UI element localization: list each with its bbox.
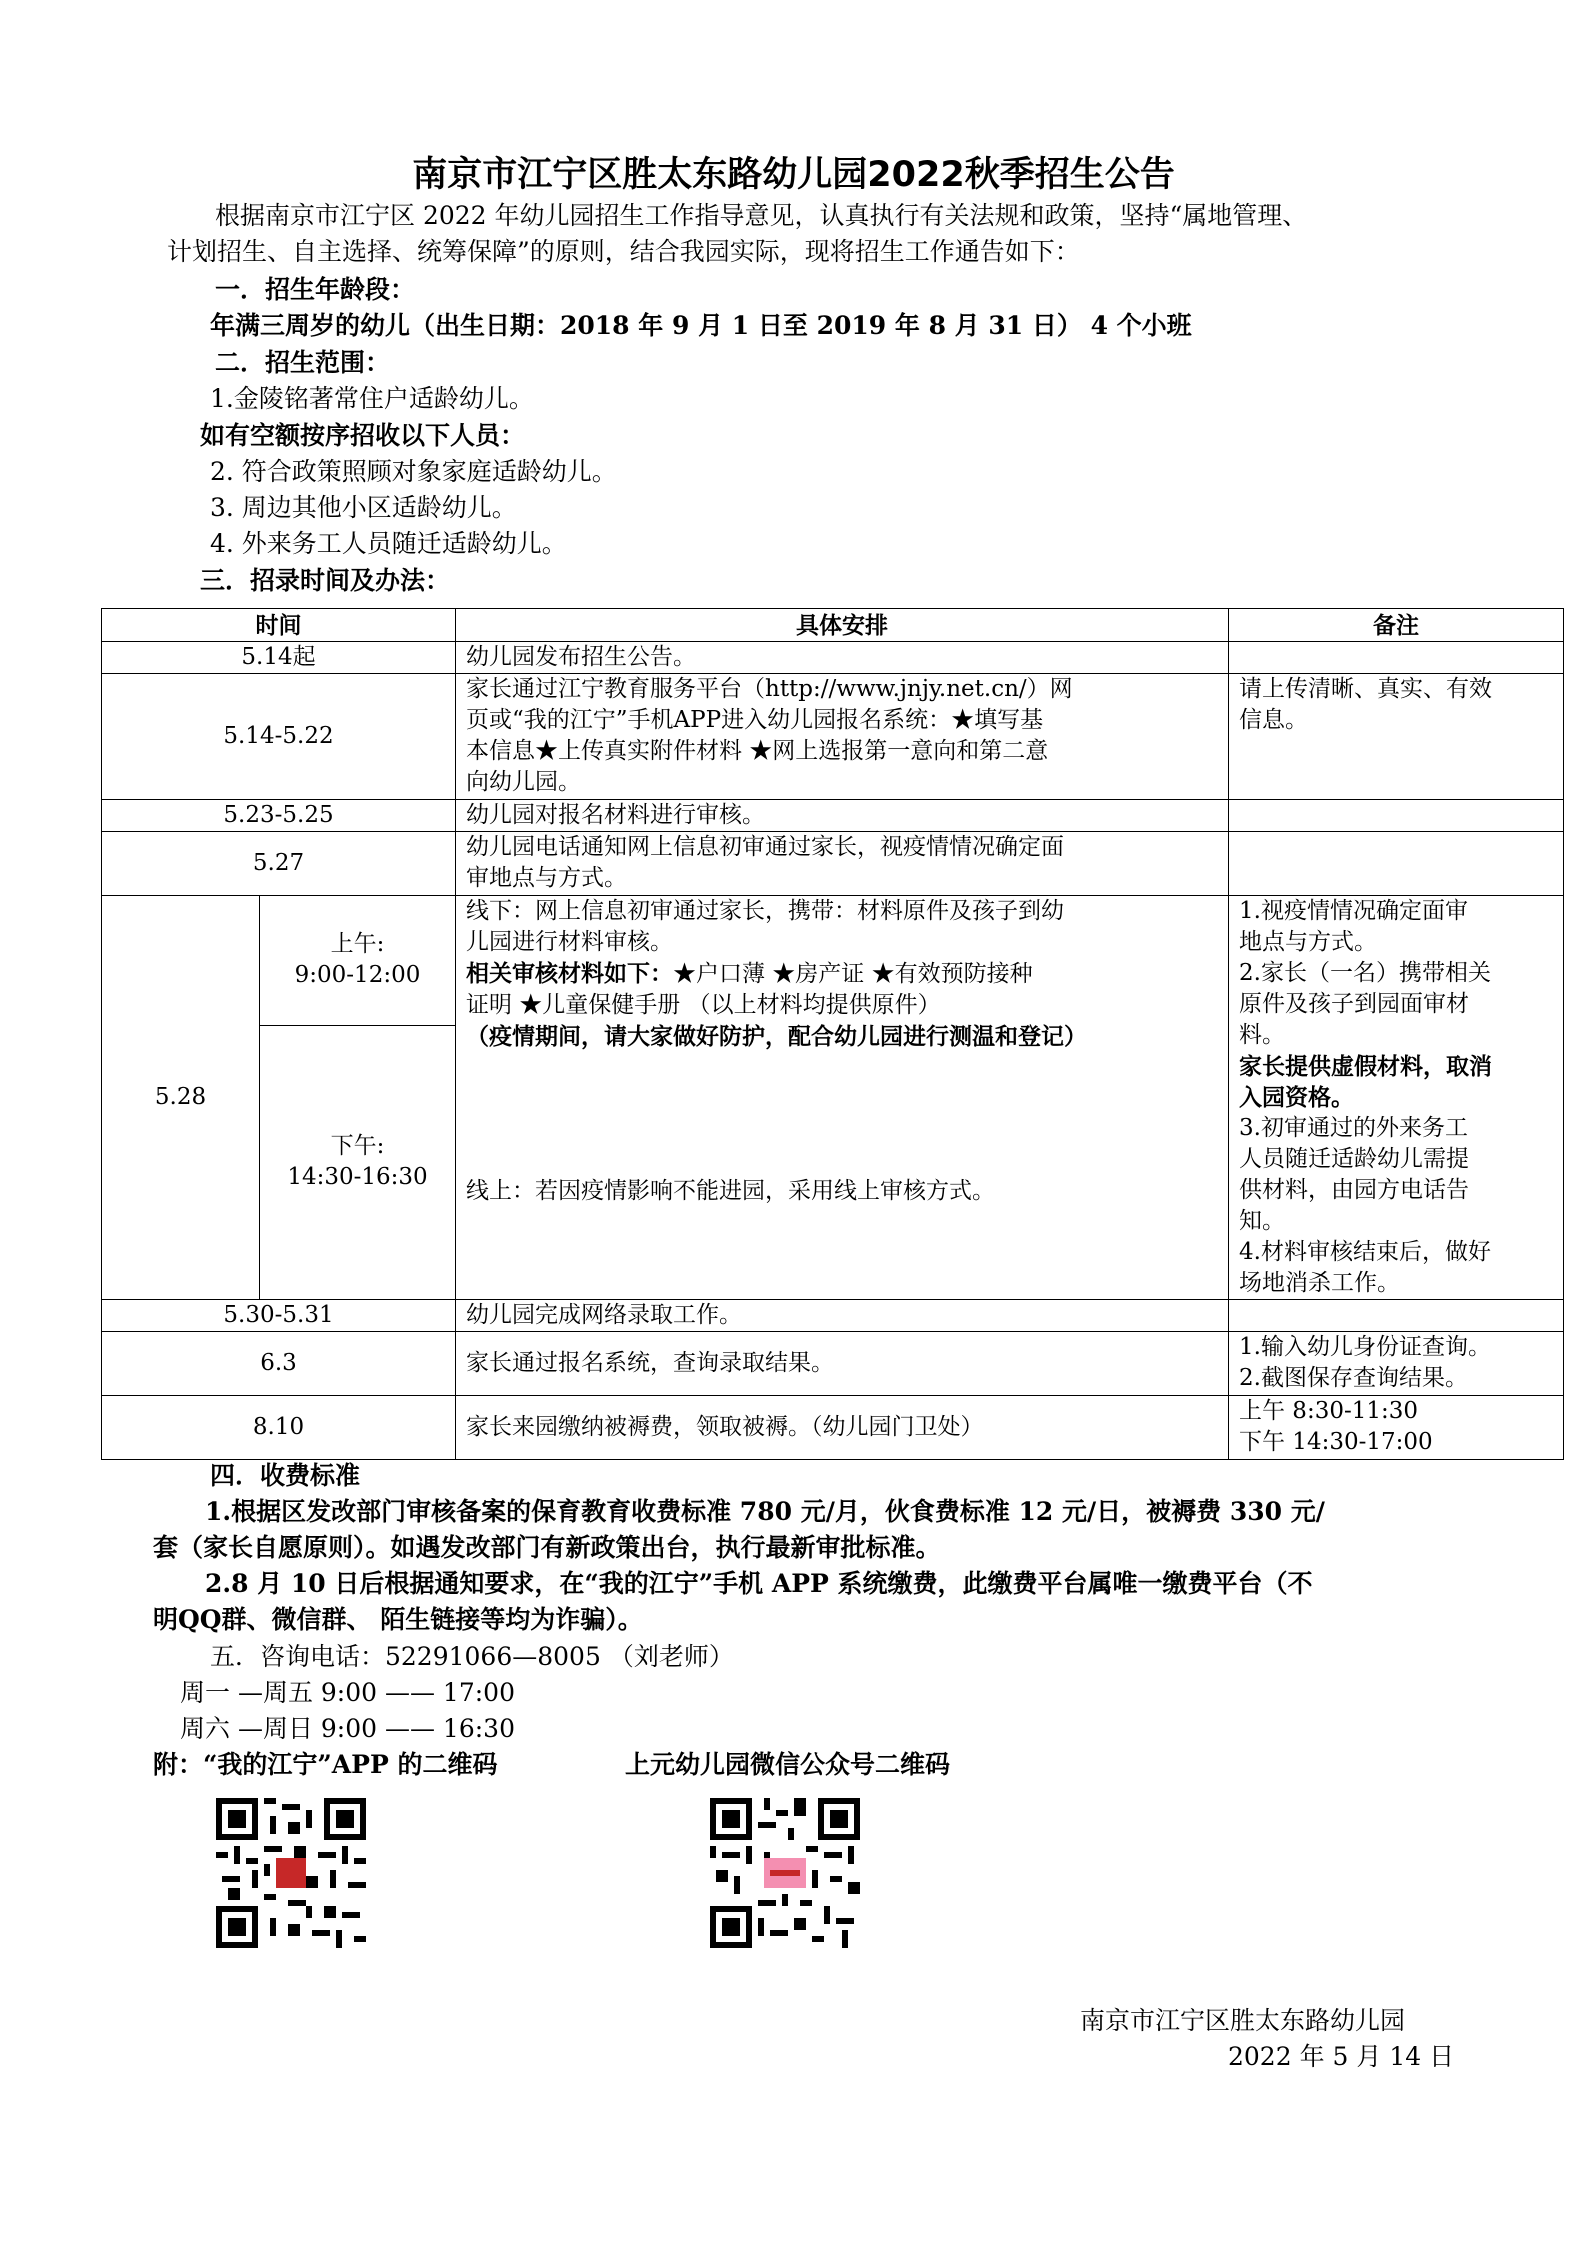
morning-slot bbox=[260, 896, 456, 1026]
row-time: 5.14起 bbox=[102, 642, 456, 674]
epidemic-note: （疫情期间，请大家做好防护，配合幼儿园进行测温和登记） bbox=[466, 1023, 1087, 1050]
afternoon-label: 下午: bbox=[330, 1133, 385, 1160]
section2-item-3: 3. 周边其他小区适龄幼儿。 bbox=[210, 493, 517, 522]
header-plan: 具体安排 bbox=[456, 609, 1229, 642]
note-line: 供材料，由园方电话告 bbox=[1239, 1177, 1469, 1203]
note-line: 地点与方式。 bbox=[1239, 929, 1377, 955]
row-plan: 家长来园缴纳被褥费，领取被褥。（幼儿园门卫处） bbox=[456, 1396, 1229, 1460]
row-time: 8.10 bbox=[102, 1396, 456, 1460]
plan-line: 线上：若因疫情影响不能进园，采用线上审核方式。 bbox=[466, 1178, 995, 1204]
note-line: 原件及孩子到园面审材 bbox=[1239, 991, 1469, 1017]
row-plan: 幼儿园对报名材料进行审核。 bbox=[456, 800, 1229, 832]
note-line: 知。 bbox=[1239, 1208, 1285, 1234]
row-note bbox=[1229, 832, 1564, 896]
section4-heading: 四．收费标准 bbox=[210, 1461, 361, 1490]
note-line: 料。 bbox=[1239, 1022, 1285, 1048]
plan-line: 家长通过江宁教育服务平台（http://www.jnjy.net.cn/）网 bbox=[466, 676, 1073, 702]
section2-item-4: 4. 外来务工人员随迁适龄幼儿。 bbox=[210, 529, 567, 558]
note-line: 请上传清晰、真实、有效 bbox=[1239, 676, 1492, 702]
note-line: 信息。 bbox=[1239, 707, 1308, 733]
plan-line: 本信息★上传真实附件材料 ★网上选报第一意向和第二意 bbox=[466, 738, 1049, 764]
plan-line: 页或“我的江宁”手机APP进入幼儿园报名系统：★填写基 bbox=[466, 707, 1044, 733]
row-time: 5.28 bbox=[102, 896, 260, 1300]
row-time: 6.3 bbox=[102, 1332, 456, 1396]
intro-line-1: 根据南京市江宁区 2022 年幼儿园招生工作指导意见，认真执行有关法规和政策，坚持“属地管理、 bbox=[215, 201, 1308, 230]
morning-time: 9:00-12:00 bbox=[294, 962, 421, 989]
fee-line-1: 1.根据区发改部门审核备案的保育教育收费标准 780 元/月，伙食费标准 12 元/日，被褥费 330 元/ bbox=[205, 1497, 1325, 1526]
table-row bbox=[102, 800, 1564, 832]
row-note bbox=[1229, 1396, 1564, 1460]
row-note bbox=[1229, 800, 1564, 832]
plan-line: 线下：网上信息初审通过家长，携带：材料原件及孩子到幼 bbox=[466, 898, 1064, 924]
row-note bbox=[1229, 1332, 1564, 1396]
row-time: 5.23-5.25 bbox=[102, 800, 456, 832]
morning-label: 上午: bbox=[330, 931, 385, 958]
table-row bbox=[102, 1396, 1564, 1460]
schedule-table bbox=[101, 608, 1564, 1460]
note-line: 1.输入幼儿身份证查询。 bbox=[1239, 1334, 1491, 1360]
signature-org: 南京市江宁区胜太东路幼儿园 bbox=[1080, 2006, 1406, 2035]
row-note bbox=[1229, 674, 1564, 800]
section2-subheading: 如有空额按序招收以下人员： bbox=[200, 421, 526, 450]
appendix-label-1: 附：“我的江宁”APP 的二维码 bbox=[153, 1750, 498, 1779]
section1-text: 年满三周岁的幼儿（出生日期：2018 年 9 月 1 日至 2019 年 8 月 31 日） 4 个小班 bbox=[210, 311, 1192, 340]
qr-code-jiangning-app bbox=[216, 1798, 366, 1948]
table-row-528-morning bbox=[102, 896, 1564, 1026]
fee-line-2b: 明QQ群、微信群、 陌生链接等均为诈骗）。 bbox=[153, 1605, 643, 1634]
section2-item-1: 1.金陵铭著常住户适龄幼儿。 bbox=[210, 384, 534, 413]
table-row bbox=[102, 674, 1564, 800]
section3-heading: 三．招录时间及办法： bbox=[200, 566, 451, 595]
fee-line-2: 2.8 月 10 日后根据通知要求，在“我的江宁”手机 APP 系统缴费，此缴费平台属唯一缴费平台（不 bbox=[205, 1569, 1313, 1598]
note-line: 下午 14:30-17:00 bbox=[1239, 1429, 1433, 1455]
note-line: 入园资格。 bbox=[1239, 1084, 1354, 1111]
note-line: 上午 8:30-11:30 bbox=[1239, 1398, 1419, 1424]
header-time: 时间 bbox=[102, 609, 456, 642]
note-line: 2.截图保存查询结果。 bbox=[1239, 1365, 1468, 1391]
section2-heading: 二．招生范围： bbox=[215, 348, 391, 377]
table-row bbox=[102, 1332, 1564, 1396]
contact-phone: 五．咨询电话：52291066—8005 （刘老师） bbox=[210, 1642, 734, 1671]
qr-code-wechat-official-account bbox=[710, 1798, 860, 1948]
office-hours-weekend: 周六 —周日 9:00 —— 16:30 bbox=[180, 1714, 515, 1743]
note-line: 3.初审通过的外来务工 bbox=[1239, 1115, 1468, 1141]
row-time: 5.30-5.31 bbox=[102, 1300, 456, 1332]
row-time: 5.27 bbox=[102, 832, 456, 896]
qr-code-icon bbox=[216, 1798, 366, 1948]
plan-line: 儿园进行材料审核。 bbox=[466, 929, 673, 955]
row-plan bbox=[456, 832, 1229, 896]
row-note bbox=[1229, 642, 1564, 674]
page-title: 南京市江宁区胜太东路幼儿园2022秋季招生公告 bbox=[412, 155, 1175, 195]
materials-line: ★户口薄 ★房产证 ★有效预防接种 bbox=[673, 961, 1033, 987]
note-line: 1.视疫情情况确定面审 bbox=[1239, 898, 1468, 924]
note-line: 2.家长（一名）携带相关 bbox=[1239, 960, 1491, 986]
plan-line: 幼儿园电话通知网上信息初审通过家长，视疫情情况确定面 bbox=[466, 834, 1064, 860]
plan-line: 向幼儿园。 bbox=[466, 769, 581, 795]
row-note bbox=[1229, 1300, 1564, 1332]
plan-line: 证明 ★儿童保健手册 （以上材料均提供原件） bbox=[466, 992, 941, 1018]
row-plan: 家长通过报名系统，查询录取结果。 bbox=[456, 1332, 1229, 1396]
appendix-label-2: 上元幼儿园微信公众号二维码 bbox=[625, 1750, 951, 1779]
note-line: 人员随迁适龄幼儿需提 bbox=[1239, 1146, 1469, 1172]
table-header-row bbox=[102, 609, 1564, 642]
row-note bbox=[1229, 896, 1564, 1300]
intro-line-2: 计划招生、自主选择、统筹保障”的原则，结合我园实际，现将招生工作通告如下： bbox=[167, 237, 1080, 266]
fee-line-1b: 套（家长自愿原则）。如遇发改部门有新政策出台，执行最新审批标准。 bbox=[153, 1533, 941, 1562]
note-line: 家长提供虚假材料，取消 bbox=[1239, 1053, 1492, 1080]
row-plan: 幼儿园完成网络录取工作。 bbox=[456, 1300, 1229, 1332]
section2-item-2: 2. 符合政策照顾对象家庭适龄幼儿。 bbox=[210, 457, 617, 486]
afternoon-slot bbox=[260, 1025, 456, 1299]
note-line: 4.材料审核结束后，做好 bbox=[1239, 1239, 1491, 1265]
materials-label: 相关审核材料如下： bbox=[466, 960, 673, 987]
row-plan bbox=[456, 896, 1229, 1300]
note-line: 场地消杀工作。 bbox=[1239, 1270, 1400, 1296]
plan-line bbox=[466, 958, 1218, 990]
section1-heading: 一．招生年龄段： bbox=[215, 275, 416, 304]
row-plan bbox=[456, 674, 1229, 800]
qr-code-icon bbox=[710, 1798, 860, 1948]
afternoon-time: 14:30-16:30 bbox=[287, 1164, 428, 1191]
row-plan: 幼儿园发布招生公告。 bbox=[456, 642, 1229, 674]
row-time: 5.14-5.22 bbox=[102, 674, 456, 800]
table-row bbox=[102, 1300, 1564, 1332]
plan-line: 审地点与方式。 bbox=[466, 865, 627, 891]
table-row bbox=[102, 642, 1564, 674]
table-row bbox=[102, 832, 1564, 896]
header-note: 备注 bbox=[1229, 609, 1564, 642]
office-hours-weekday: 周一 —周五 9:00 —— 17:00 bbox=[180, 1678, 515, 1707]
signature-date: 2022 年 5 月 14 日 bbox=[1228, 2042, 1455, 2071]
